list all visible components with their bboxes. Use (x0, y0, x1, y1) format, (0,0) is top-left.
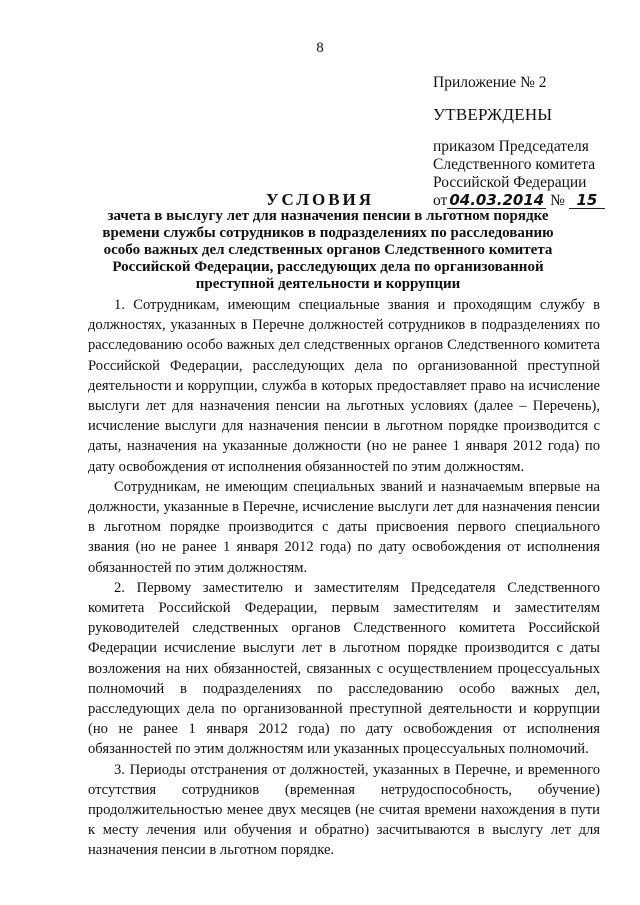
page-number: 8 (316, 40, 324, 56)
date-prefix: от (433, 192, 448, 209)
order-line-2: Следственного комитета (433, 156, 596, 173)
paragraph-2: Сотрудникам, не имеющим специальных званий и назначаемым впервые на должности, указанные в Перечне, исчисление выслуги лет для назначения пенсии в льготном порядке производится с даты присвоения первого специального звания (но не ранее 1 января 2012 года) по дату освобождения от исполнения обязанностей по этим должностям. (88, 478, 600, 576)
order-line-3: Российской Федерации (433, 174, 587, 191)
paragraph-1: 1. Сотрудникам, имеющим специальные звания и проходящим службу в должностях, указанных в Перечне должностей сотрудников в подразделениях по расследованию особо важных дел следственных органов Следственного комитета Российской Федерации, расследующих дела по организованной преступной деятельности и коррупции, служба в которых предоставляет право на исчисление выслуги лет для назначения пенсии на льготных условиях (далее – Перечень), исчисление выслуги для назначения пенсии в льготном порядке производится с даты, назначения на указанные должности (но не ранее 1 января 2012 года) по дату освобождения от исполнения обязанностей по этим должностям. (88, 297, 600, 475)
approved-label: УТВЕРЖДЕНЫ (433, 105, 553, 124)
number-prefix: № (550, 192, 565, 209)
document-title: УСЛОВИЯ (265, 190, 375, 209)
handwritten-number: 15 (569, 192, 605, 209)
handwritten-date: 04.03.2014 (449, 191, 545, 209)
document-subtitle: зачета в выслугу лет для назначения пенсии в льготном порядке времени службы сотрудников в подразделениях по расследованию особо важных дел следственных органов Следственного комитета Российской Федерации, расследующих дела по организованной преступной деятельности и коррупции (102, 208, 554, 292)
document-body (88, 295, 600, 861)
order-line-1: приказом Председателя (433, 138, 589, 155)
paragraph-4: 3. Периоды отстранения от должностей, указанных в Перечне, и временного отсутствия сотрудников (временная нетрудоспособность, обучение) продолжительностью менее двух месяцев (не считая времени нахождения в пути к месту лечения или обучения и обратно) засчитываются в выслугу лет для назначения пенсии в льготном порядке. (88, 761, 600, 859)
paragraph-3: 2. Первому заместителю и заместителям Председателя Следственного комитета Российской Федерации, первым заместителям и заместителям руководителей следственных органов Следственного комитета Российской Федерации исчисление выслуги лет в льготном порядке производится с даты возложения на них обязанностей, связанных с осуществлением процессуальных полномочий в подразделениях по расследованию особо важных дел, расследующих дела по организованной преступной деятельности и коррупции (но не ранее 1 января 2012 года) по дату освобождения от исполнения обязанностей по этим должностям или указанных процессуальных полномочий. (88, 579, 600, 758)
appendix-label: Приложение № 2 (433, 74, 547, 91)
